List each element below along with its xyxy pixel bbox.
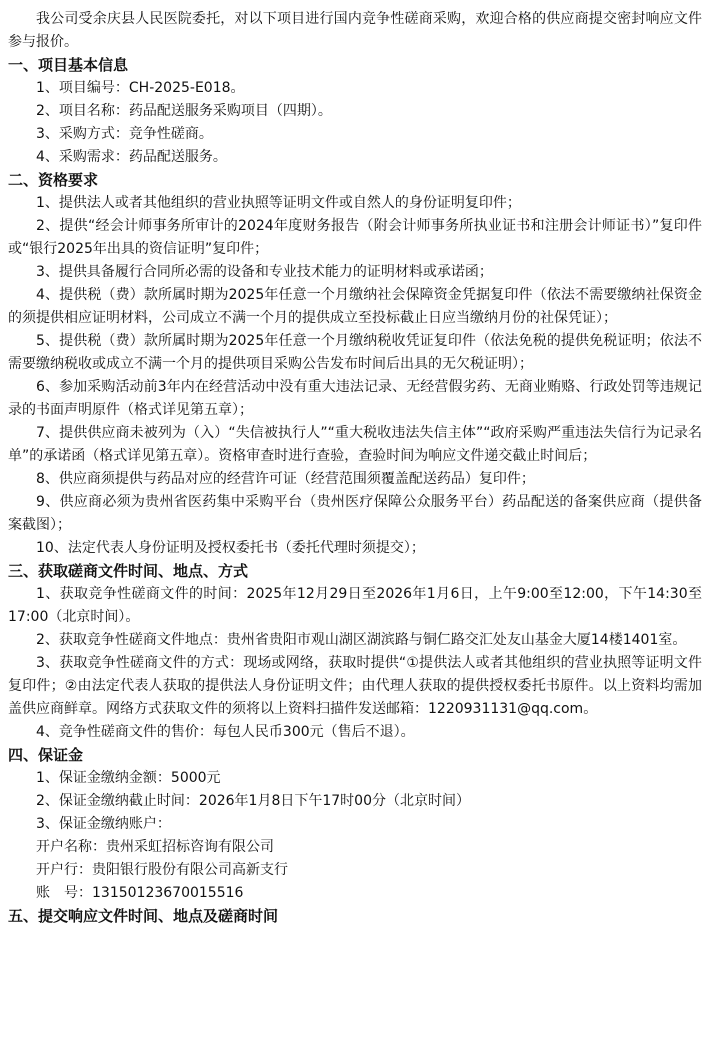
account-bank: 开户行：贵阳银行股份有限公司高新支行 [36,862,288,878]
obtain-documents-item: 3、获取竞争性磋商文件的方式：现场或网络，获取时提供“①提供法人或者其他组织的营业执照等证明文件复印件；②由法定代表人获取的提供法人身份证明文件；由代理人获取的提供授权委托书原件。以上资料均需加盖供应商鲜章。网络方式获取文件的须将以上资料扫描件发送邮箱：1220931131@qq.com。 [8,655,702,717]
qualification-item: 6、参加采购活动前3年内在经营活动中没有重大违法记录、无经营假劣药、无商业贿赂、行政处罚等违规记录的书面声明原件（格式详见第五章）； [8,379,702,418]
deposit-item: 3、保证金缴纳账户： [36,816,171,832]
qualification-item: 4、提供税（费）款所属时期为2025年任意一个月缴纳社会保障资金凭据复印件（依法不需要缴纳社保资金的须提供相应证明材料，公司成立不满一个月的提供成立至投标截止日应当缴纳月份的社保凭证）； [8,287,702,326]
qualification-item: 1、提供法人或者其他组织的营业执照等证明文件或自然人的身份证明复印件； [36,195,521,211]
deposit-item: 2、保证金缴纳截止时间：2026年1月8日下午17时00分（北京时间） [36,793,470,809]
section-heading-obtain-documents: 三、获取磋商文件时间、地点、方式 [8,562,249,580]
section-heading-basic-info: 一、项目基本信息 [8,56,129,74]
qualification-item: 8、供应商须提供与药品对应的经营许可证（经营范围须覆盖配送药品）复印件； [36,471,535,487]
deposit-item: 1、保证金缴纳金额：5000元 [36,770,221,786]
qualification-item: 3、提供具备履行合同所必需的设备和专业技术能力的证明材料或承诺函； [36,264,493,280]
section-heading-submission: 五、提交响应文件时间、地点及磋商时间 [8,907,279,925]
obtain-documents-item: 4、竞争性磋商文件的售价：每包人民币300元（售后不退）。 [36,724,415,740]
obtain-documents-item: 1、获取竞争性磋商文件的时间：2025年12月29日至2026年1月6日，上午9:00至12:00，下午14:30至17:00（北京时间）。 [8,586,702,625]
basic-info-item: 3、采购方式：竞争性磋商。 [36,126,213,142]
basic-info-item: 4、采购需求：药品配送服务。 [36,149,227,165]
obtain-documents-item: 2、获取竞争性磋商文件地点：贵州省贵阳市观山湖区湖滨路与铜仁路交汇处友山基金大厦14楼1401室。 [36,632,687,648]
intro-paragraph: 我公司受余庆县人民医院委托，对以下项目进行国内竞争性磋商采购，欢迎合格的供应商提交密封响应文件参与报价。 [8,11,702,50]
qualification-item: 10、法定代表人身份证明及授权委托书（委托代理时须提交）； [36,540,425,556]
qualification-item: 9、供应商必须为贵州省医药集中采购平台（贵州医疗保障公众服务平台）药品配送的备案供应商（提供备案截图）； [8,494,702,533]
account-name: 开户名称：贵州采虹招标咨询有限公司 [36,839,274,855]
qualification-item: 7、提供供应商未被列为（入）“失信被执行人”“重大税收违法失信主体”“政府采购严重违法失信行为记录名单”的承诺函（格式详见第五章）。资格审查时进行查验，查验时间为响应文件递交截止时间后； [8,425,702,464]
qualification-item: 2、提供“经会计师事务所审计的2024年度财务报告（附会计师事务所执业证书和注册会计师证书）”复印件或“银行2025年出具的资信证明”复印件； [8,218,702,257]
section-heading-qualifications: 二、资格要求 [8,171,99,189]
qualification-item: 5、提供税（费）款所属时期为2025年任意一个月缴纳税收凭证复印件（依法免税的提供免税证明；依法不需要缴纳税收或成立不满一个月的提供项目采购公告发布时间后出具的无欠税证明）； [8,333,702,372]
basic-info-item: 2、项目名称：药品配送服务采购项目（四期）。 [36,103,332,119]
account-number: 账 号：13150123670015516 [36,885,244,901]
basic-info-item: 1、项目编号：CH-2025-E018。 [36,80,245,96]
section-heading-deposit: 四、保证金 [8,746,84,764]
